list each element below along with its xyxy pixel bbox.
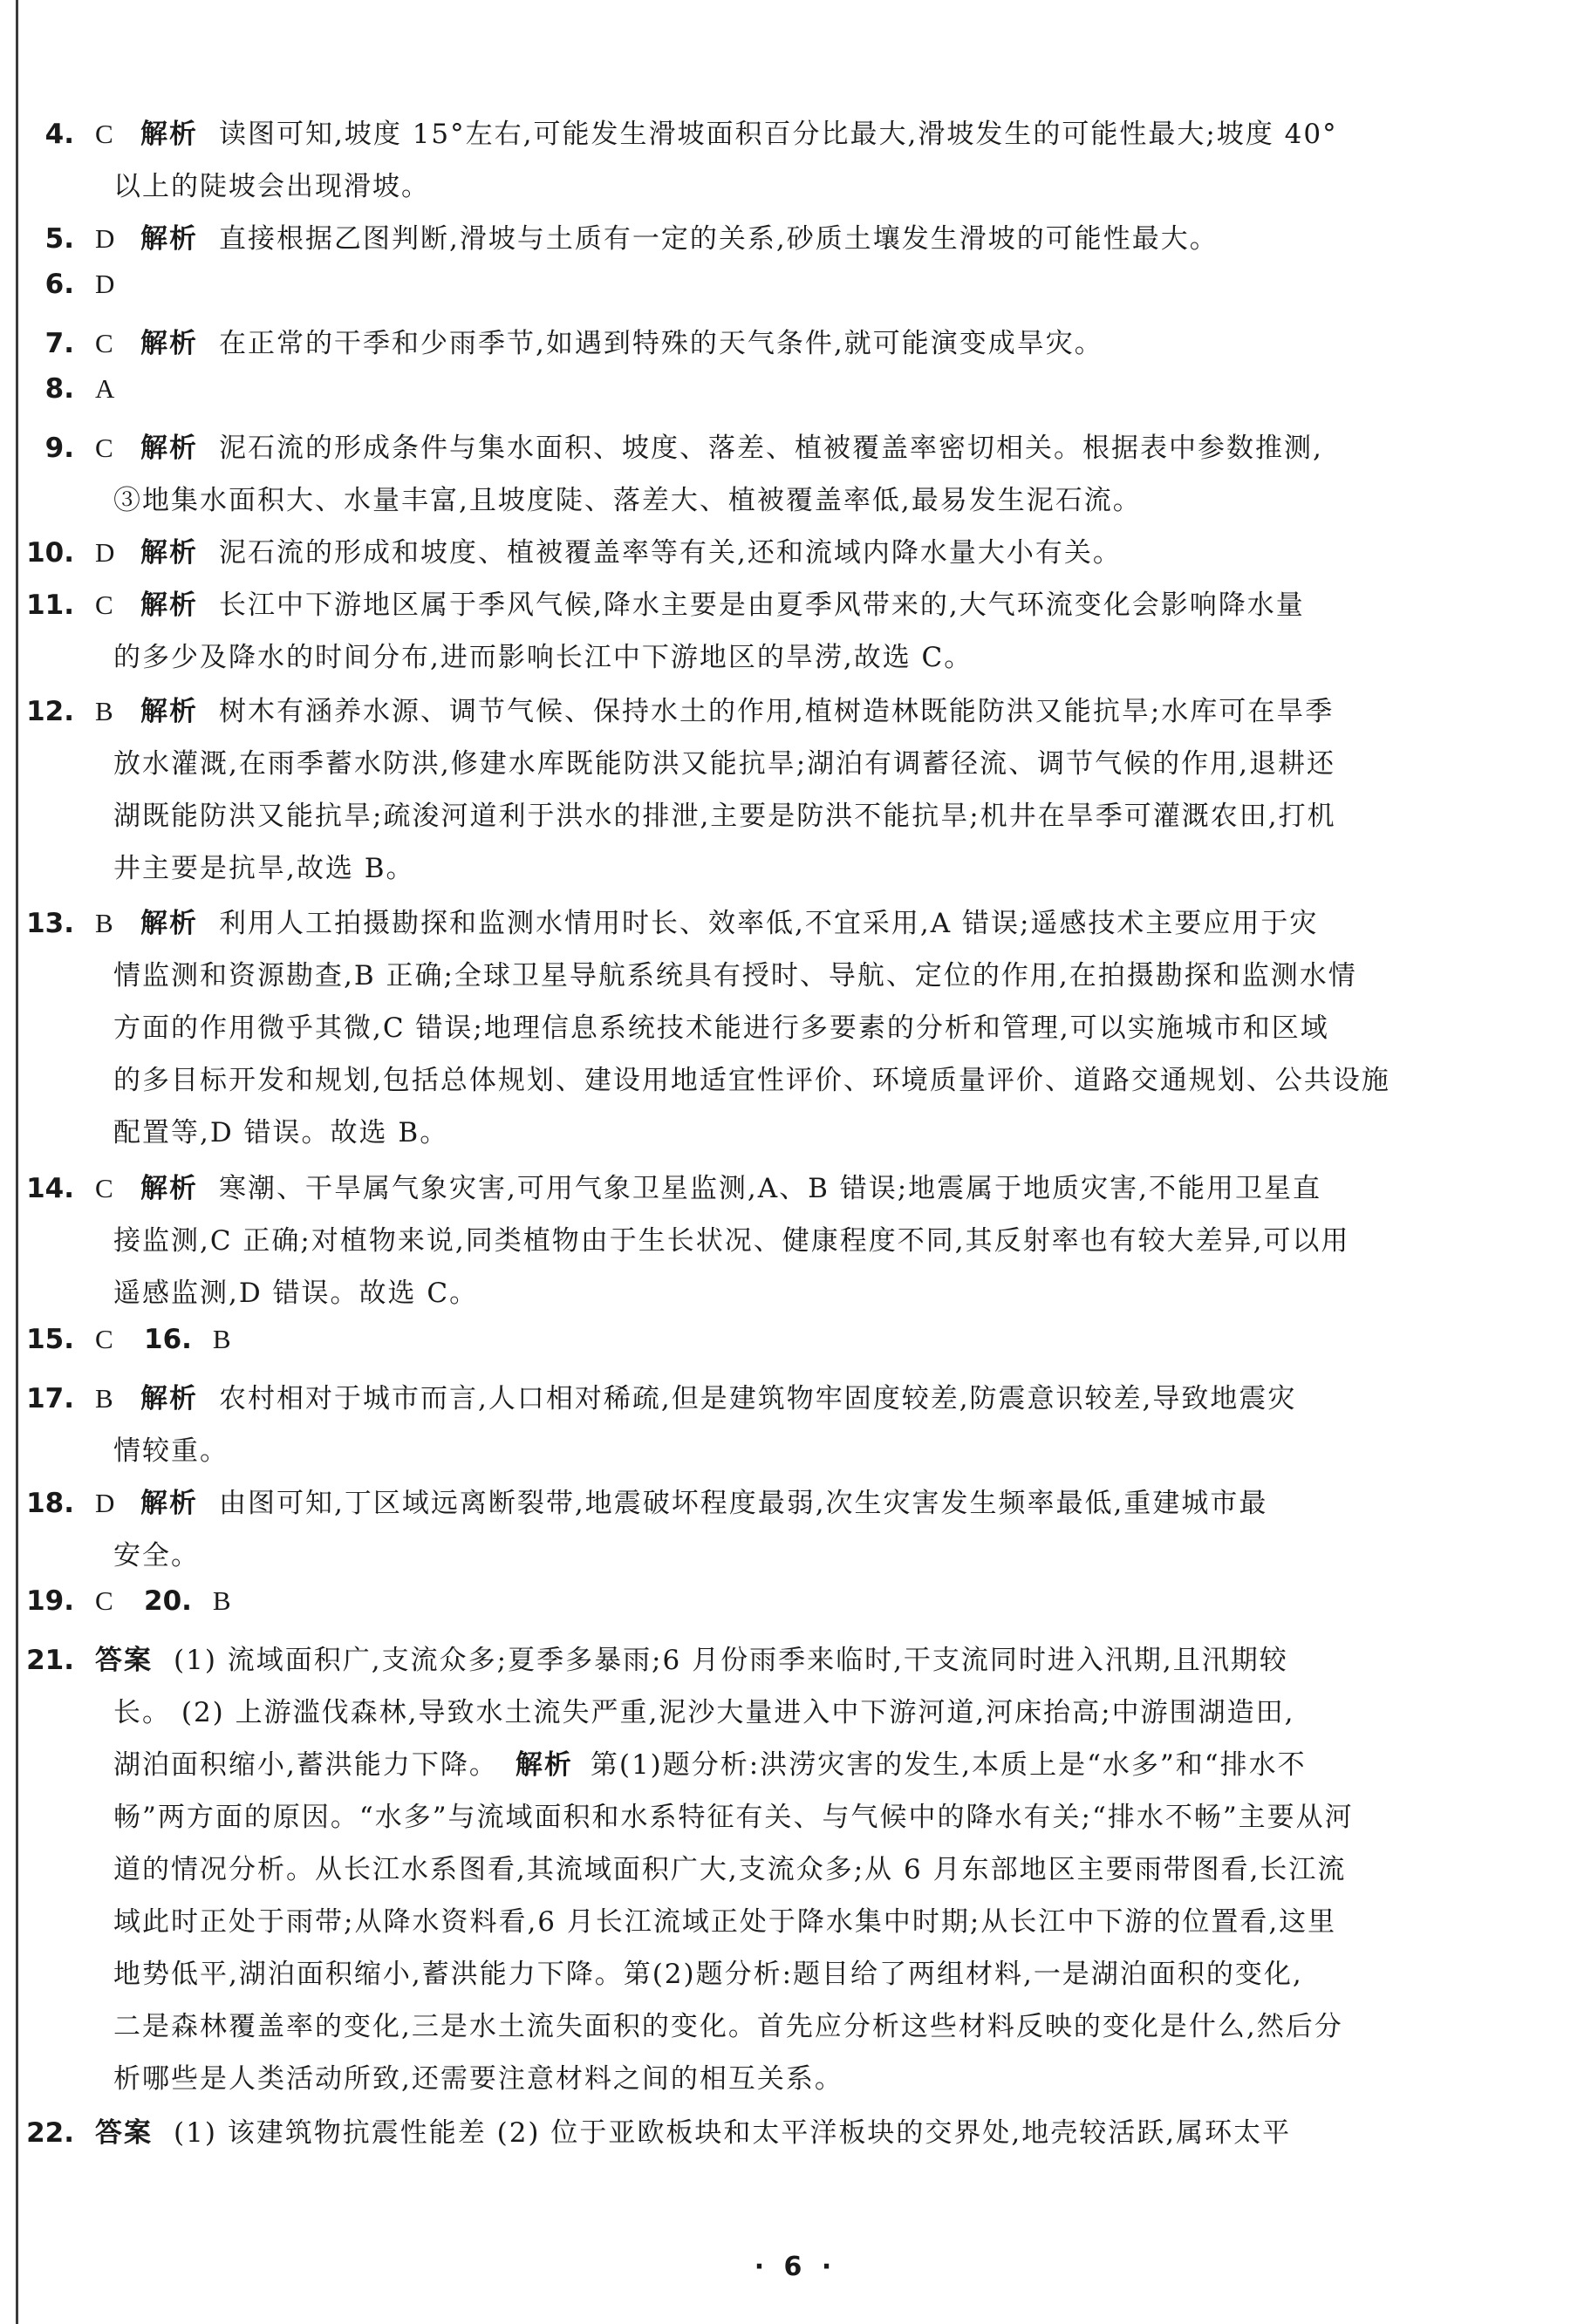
question-number: 17. (26, 1383, 74, 1414)
question-number: 4. (44, 119, 74, 150)
question-number: 5. (44, 223, 74, 255)
answer-letter: C (95, 1173, 113, 1203)
question-number: 21. (26, 1645, 74, 1676)
analysis-text: 由图可知,丁区域远离断裂带,地震破坏程度最弱,次生灾害发生频率最低,重建城市最 (219, 1488, 1268, 1519)
analysis-text: 农村相对于城市而言,人口相对稀疏,但是建筑物牢固度较差,防震意识较差,导致地震灾 (219, 1383, 1297, 1414)
analysis-text: 利用人工拍摄勘探和监测水情用时长、效率低,不宜采用,A 错误;遥感技术主要应用于灾 (219, 908, 1319, 939)
answer-letter: D (95, 537, 115, 568)
question-number: 6. (44, 269, 74, 300)
analysis-text: 树木有涵养水源、调节气候、保持水土的作用,植树造林既能防洪又能抗旱;水库可在旱季 (219, 696, 1335, 727)
analysis-text: 泥石流的形成条件与集水面积、坡度、落差、植被覆盖率密切相关。根据表中参数推测, (219, 433, 1323, 464)
analysis-text: 在正常的干季和少雨季节,如遇到特殊的天气条件,就可能演变成旱灾。 (219, 328, 1103, 359)
analysis-text: 析哪些是人类活动所致,还需要注意材料之间的相互关系。 (113, 2063, 843, 2095)
analysis-label: 解析 (140, 223, 198, 255)
analysis-text: 长江中下游地区属于季风气候,降水主要是由夏季风带来的,大气环流变化会影响降水量 (219, 590, 1305, 621)
analysis-text: 安全。 (113, 1540, 200, 1571)
answer-text: 长。 (2) 上游滥伐森林,导致水土流失严重,泥沙大量进入中下游河道,河床抬高;中游围湖造田, (113, 1697, 1295, 1728)
analysis-text: 情监测和资源勘查,B 正确;全球卫星导航系统具有授时、导航、定位的作用,在拍摄勘探和监测水情 (113, 960, 1357, 992)
answer-letter: C (95, 328, 113, 358)
analysis-text: 畅”两方面的原因。“水多”与流域面积和水系特征有关、与气候中的降水有关;“排水不畅”主要从河 (113, 1802, 1354, 1833)
analysis-label: 解析 (140, 908, 198, 939)
question-number: 20. (144, 1585, 192, 1617)
answer-letter: C (95, 590, 113, 620)
question-number: 22. (26, 2117, 74, 2149)
analysis-text: 方面的作用微乎其微,C 错误;地理信息系统技术能进行多要素的分析和管理,可以实施城市和区域 (113, 1012, 1329, 1044)
analysis-text: 二是森林覆盖率的变化,三是水土流失面积的变化。首先应分析这些材料反映的变化是什么,然后分 (113, 2011, 1343, 2042)
question-number: 14. (26, 1173, 74, 1204)
analysis-text: 情较重。 (113, 1435, 229, 1467)
question-number: 15. (26, 1324, 74, 1355)
answer-letter: B (95, 696, 113, 726)
analysis-label: 解析 (140, 537, 198, 569)
question-number: 19. (26, 1585, 74, 1617)
analysis-text: 泥石流的形成和坡度、植被覆盖率等有关,还和流域内降水量大小有关。 (219, 537, 1122, 569)
analysis-text: 配置等,D 错误。故选 B。 (113, 1117, 449, 1148)
answer-letter: D (95, 269, 115, 299)
analysis-label: 解析 (140, 1488, 198, 1519)
answer-letter: B (212, 1585, 231, 1616)
analysis-label: 解析 (140, 433, 198, 464)
analysis-text: 以上的陡坡会出现滑坡。 (113, 171, 430, 202)
analysis-text: ③地集水面积大、水量丰富,且坡度陡、落差大、植被覆盖率低,最易发生泥石流。 (113, 485, 1142, 516)
answer-text: 湖泊面积缩小,蓄洪能力下降。 (113, 1749, 498, 1781)
question-number: 16. (144, 1324, 192, 1355)
answer-letter: C (95, 1324, 113, 1354)
question-number: 8. (44, 373, 74, 405)
answer-letter: C (95, 1585, 113, 1616)
analysis-text: 地势低平,湖泊面积缩小,蓄洪能力下降。第(2)题分析:题目给了两组材料,一是湖泊面积的变化, (113, 1959, 1303, 1990)
analysis-text: 道的情况分析。从长江水系图看,其流域面积广大,支流众多;从 6 月东部地区主要雨带图看,长江流 (113, 1854, 1347, 1885)
question-number: 11. (26, 590, 74, 621)
question-number: 13. (26, 908, 74, 939)
question-number: 7. (44, 328, 74, 359)
answer-label: 答案 (95, 1645, 153, 1676)
question-number: 10. (26, 537, 74, 569)
answer-letter: B (95, 1383, 113, 1414)
analysis-text: 遥感监测,D 错误。故选 C。 (113, 1278, 479, 1309)
answer-letter: B (212, 1324, 231, 1354)
analysis-label: 解析 (140, 1383, 198, 1414)
answer-text: (1) 该建筑物抗震性能差 (2) 位于亚欧板块和太平洋板块的交界处,地壳较活跃,属环太平 (174, 2117, 1292, 2149)
analysis-label: 解析 (140, 119, 198, 150)
question-number: 9. (44, 433, 74, 464)
analysis-text: 读图可知,坡度 15°左右,可能发生滑坡面积百分比最大,滑坡发生的可能性最大;坡度 40° (219, 119, 1338, 150)
answer-letter: C (95, 119, 113, 149)
answer-letter: A (95, 373, 115, 404)
analysis-text: 第(1)题分析:洪涝灾害的发生,本质上是“水多”和“排水不 (590, 1749, 1307, 1781)
analysis-label: 解析 (140, 590, 198, 621)
analysis-text: 的多少及降水的时间分布,进而影响长江中下游地区的旱涝,故选 C。 (113, 642, 973, 673)
answer-letter: B (95, 908, 113, 938)
answer-text: (1) 流域面积广,支流众多;夏季多暴雨;6 月份雨季来临时,干支流同时进入汛期,且汛期较 (174, 1645, 1288, 1676)
analysis-text: 直接根据乙图判断,滑坡与土质有一定的关系,砂质土壤发生滑坡的可能性最大。 (219, 223, 1219, 255)
page-number: · 6 · (754, 2252, 837, 2282)
analysis-text: 放水灌溉,在雨季蓄水防洪,修建水库既能防洪又能抗旱;湖泊有调蓄径流、调节气候的作用,退耕还 (113, 748, 1336, 780)
analysis-label: 解析 (140, 328, 198, 359)
analysis-text: 的多目标开发和规划,包括总体规划、建设用地适宜性评价、环境质量评价、道路交通规划、公共设施 (113, 1065, 1390, 1096)
analysis-label: 解析 (515, 1749, 573, 1781)
analysis-text: 域此时正处于雨带;从降水资料看,6 月长江流域正处于降水集中时期;从长江中下游的位置看,这里 (113, 1906, 1337, 1938)
analysis-text: 寒潮、干旱属气象灾害,可用气象卫星监测,A、B 错误;地震属于地质灾害,不能用卫星直 (219, 1173, 1322, 1204)
analysis-label: 解析 (140, 696, 198, 727)
question-number: 12. (26, 696, 74, 727)
answer-letter: D (95, 1488, 115, 1518)
question-number: 18. (26, 1488, 74, 1519)
analysis-label: 解析 (140, 1173, 198, 1204)
analysis-text: 湖既能防洪又能抗旱;疏浚河道利于洪水的排泄,主要是防洪不能抗旱;机井在旱季可灌溉农田,打机 (113, 801, 1336, 832)
analysis-text: 接监测,C 正确;对植物来说,同类植物由于生长状况、健康程度不同,其反射率也有较大差异,可以用 (113, 1225, 1350, 1257)
answer-label: 答案 (95, 2117, 153, 2149)
analysis-text: 井主要是抗旱,故选 B。 (113, 853, 415, 884)
answer-letter: D (95, 223, 115, 254)
answer-letter: C (95, 433, 113, 463)
